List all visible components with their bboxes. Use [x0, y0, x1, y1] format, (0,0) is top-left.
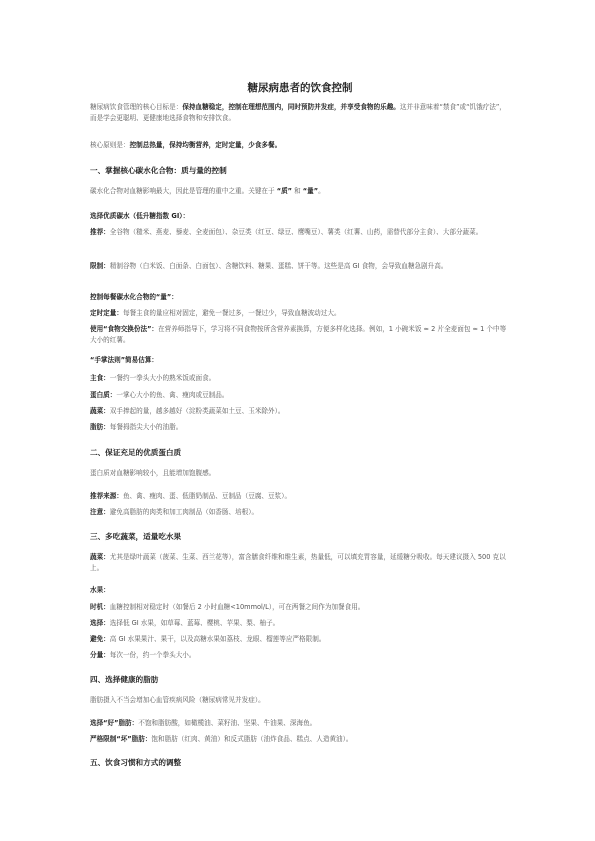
- s4-bad-fat: [90, 734, 510, 745]
- s1-fat-text: 每餐拇指尖大小的油脂。: [109, 423, 183, 431]
- s1-protein-label: 蛋白质：: [90, 391, 117, 399]
- s3-timing-label: 时机：: [90, 603, 110, 611]
- s3-choose-label: 选择：: [90, 619, 110, 627]
- s1-limit-label: 限制：: [90, 262, 110, 270]
- s3-veg-label: 蔬菜：: [90, 553, 110, 561]
- s3-portion-text: 每次一份，约一个拳头大小。: [109, 651, 196, 659]
- s1-limit: [90, 261, 510, 272]
- s1-protein-text: 一掌心大小的鱼、禽、瘦肉或豆制品。: [116, 391, 229, 399]
- s1-sub-quality: 选择优质碳水（低升糖指数 GI）：: [90, 212, 190, 220]
- s3-fruit-label: 水果：: [90, 586, 110, 594]
- intro-paragraph: [90, 102, 510, 124]
- s1-limit-text: 精制谷物（白米饭、白面条、白面包）、含糖饮料、糖果、蛋糕、饼干等。这些是高 GI 食物，会导致血糖急剧升高。: [109, 262, 448, 270]
- section-3-heading: 三、多吃蔬菜，适量吃水果: [90, 532, 182, 541]
- s1-sub-quantity: 控制每餐碳水化合物的“量”：: [90, 293, 178, 301]
- s4-good-fat-text: 不饱和脂肪酸，如橄榄油、菜籽油、坚果、牛油果、深海鱼。: [138, 719, 317, 727]
- s3-avoid-label: 避免：: [90, 635, 110, 643]
- s4-good-fat-label: 选择“好”脂肪：: [90, 719, 139, 727]
- s3-choose: [90, 618, 510, 629]
- s2-sources: [90, 491, 510, 502]
- s3-veg-text: 尤其是绿叶蔬菜（菠菜、生菜、西兰花等），富含膳食纤维和维生素，热量低，可以填充胃容量，延缓糖分吸收。每天建议摄入 500 克以上。: [90, 553, 506, 572]
- s1-veg-label: 蔬菜：: [90, 407, 110, 415]
- s1-fat-label: 脂肪：: [90, 423, 110, 431]
- intro-text-c: 这并非意味着“禁食”或“饥饿疗法”，而是学会更聪明、更健康地选择食物和安排饮食。: [90, 103, 506, 122]
- s2-note: [90, 507, 510, 518]
- s2-sources-label: 推荐来源：: [90, 492, 123, 500]
- s1-intro-quantity: “量”: [302, 187, 319, 195]
- s1-staple-text: 一餐约一拳头大小的熟米饭或面食。: [109, 374, 216, 382]
- s2-intro: 蛋白质对血糖影响较小，且能增加饱腹感。: [90, 469, 216, 477]
- s1-swap-text: 在营养师指导下，学习将不同食物按所含营养素换算，方便多样化选择。例如，1 小碗米饭 ≈ 2 片全麦面包 ≈ 1 个中等大小的红薯。: [90, 325, 507, 344]
- section-4-heading: 四、选择健康的脂肪: [90, 675, 159, 684]
- s3-avoid-text: 高 GI 水果果汁、果干，以及高糖水果如荔枝、龙眼、榴莲等应严格限制。: [109, 635, 326, 643]
- s2-note-text: 避免高脂肪的肉类和加工肉制品（如香肠、培根）。: [109, 508, 259, 516]
- section-2-heading: 二、保证充足的优质蛋白质: [90, 448, 182, 457]
- s1-intro-a: 碳水化合物对血糖影响最大，因此是管理的重中之重。关键在于: [90, 187, 277, 195]
- s1-recommend: [90, 227, 510, 238]
- s1-intro-c: 和: [292, 187, 303, 195]
- s3-veg: [90, 552, 510, 574]
- s1-fat: [90, 422, 510, 433]
- s1-sub-palm: “手掌法则”简易估算：: [90, 356, 159, 364]
- section-1-heading: 一、掌握核心碳水化合物：质与量的控制: [90, 166, 227, 175]
- s1-swap: [90, 324, 510, 346]
- s1-recommend-label: 推荐：: [90, 228, 110, 236]
- s3-portion: [90, 650, 510, 661]
- s1-recommend-text: 全谷物（糙米、燕麦、藜麦、全麦面包）、杂豆类（红豆、绿豆、鹰嘴豆）、薯类（红薯、山药，需替代部分主食）、大部分蔬菜。: [109, 228, 483, 236]
- s1-staple-label: 主食：: [90, 374, 110, 382]
- principle-text: 控制总热量，保持均衡营养，定时定量，少食多餐。: [129, 141, 282, 149]
- s3-timing-text: 血糖控制相对稳定时（如餐后 2 小时血糖<10mmol/L），可在两餐之间作为加餐食用。: [109, 603, 365, 611]
- section-5-heading: 五、饮食习惯和方式的调整: [90, 758, 182, 767]
- page-title: 糖尿病患者的饮食控制: [247, 82, 353, 94]
- s1-staple: [90, 373, 510, 384]
- principle-paragraph: [90, 140, 510, 151]
- s4-intro: 脂肪摄入不当会增加心血管疾病风险（糖尿病常见并发症）。: [90, 696, 265, 704]
- s2-sources-text: 鱼、禽、瘦肉、蛋、低脂奶制品、豆制品（豆腐、豆浆）。: [122, 492, 292, 500]
- s4-bad-fat-label: 严格限制“坏”脂肪：: [90, 735, 152, 743]
- s1-protein: [90, 390, 510, 401]
- intro-text-bold: 保持血糖稳定，控制在理想范围内，同时预防并发症，并享受食物的乐趣。: [182, 103, 400, 111]
- principle-label: 核心原则是：: [90, 141, 130, 149]
- s4-good-fat: [90, 718, 510, 729]
- s1-intro-e: 。: [318, 187, 325, 195]
- s3-portion-label: 分量：: [90, 651, 110, 659]
- s1-swap-label: 使用“食物交换份法”：: [90, 325, 159, 333]
- s3-avoid: [90, 634, 510, 645]
- s1-fixed-text: 每餐主食的量应相对固定，避免一餐过多，一餐过少，导致血糖波动过大。: [122, 309, 341, 317]
- s2-note-label: 注意：: [90, 508, 110, 516]
- intro-text-a: 糖尿病饮食管理的核心目标是：: [90, 103, 183, 111]
- s1-veg: [90, 406, 510, 417]
- s3-timing: [90, 602, 510, 613]
- s1-intro-quality: “质”: [276, 187, 292, 195]
- s1-veg-text: 双手捧起的量，越多越好（淀粉类蔬菜如土豆、玉米除外）。: [109, 407, 285, 415]
- section-1-intro: [90, 186, 510, 197]
- s3-choose-text: 选择低 GI 水果，如草莓、蓝莓、樱桃、苹果、梨、柚子。: [109, 619, 280, 627]
- s4-bad-fat-text: 饱和脂肪（红肉、黄油）和反式脂肪（油炸食品、糕点、人造黄油）。: [151, 735, 353, 743]
- s1-fixed-label: 定时定量：: [90, 309, 123, 317]
- s1-fixed: [90, 308, 510, 319]
